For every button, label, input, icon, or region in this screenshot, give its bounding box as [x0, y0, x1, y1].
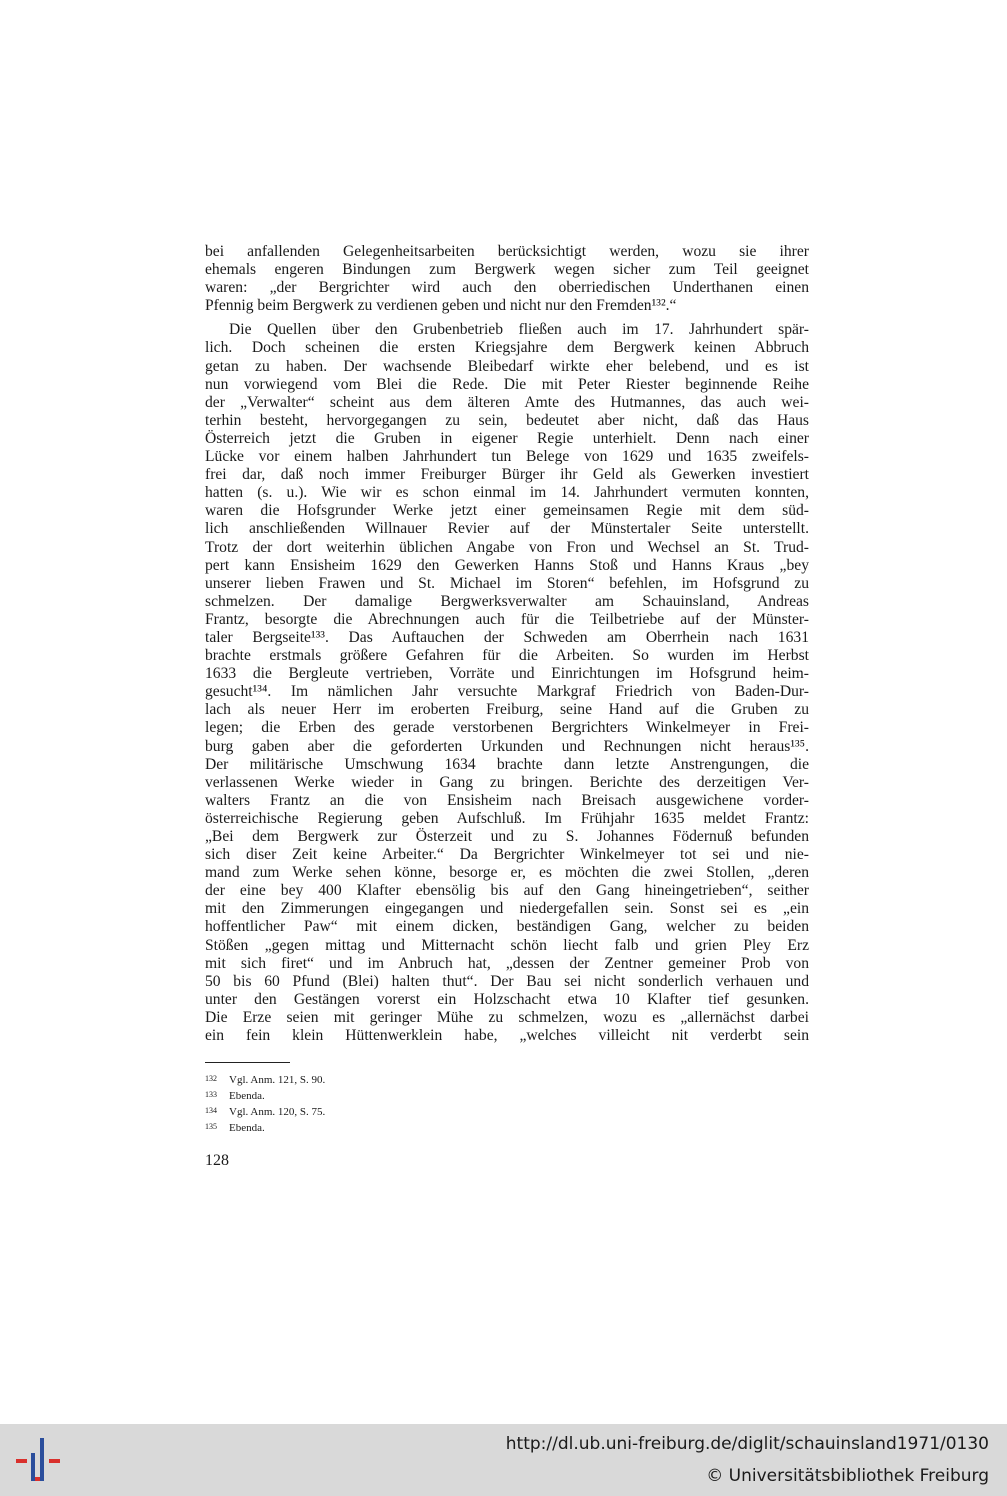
text-line: Lücke vor einem halben Jahrhundert tun Belege von 1629 und 1635 zweifels-	[205, 448, 809, 466]
text-line: „Bei dem Bergwerk zur Österzeit und zu S. Johannes Födernuß befunden	[205, 828, 809, 845]
text-line: mand zum Werke sehen könne, besorge er, es möchten die zwei Stollen, „deren	[205, 864, 809, 882]
text-line: Trotz der dort weiterhin üblichen Angabe von Fron und Wechsel an St. Trud-	[205, 538, 809, 556]
footnote-text: Ebenda.	[229, 1090, 265, 1102]
footer-bar	[0, 1424, 1007, 1496]
text-line: mit sich firet“ und im Anbruch hat, „dessen der Zentner gemeiner Prob von	[205, 954, 809, 972]
footnote-number: 132	[205, 1074, 217, 1083]
text-line: terhin besteht, hervorgegangen zu sein, bedeutet aber nicht, daß das Haus	[205, 411, 809, 429]
text-line: burg gaben aber die geforderten Urkunden und Rechnungen nicht heraus¹³⁵.	[205, 737, 809, 755]
text-line: der eine bey 400 Klafter ebensölig bis auf den Gang hineingetrieben“, seither	[205, 882, 809, 900]
footnote-text: Vgl. Anm. 120, S. 75.	[229, 1106, 326, 1118]
text-line: mit den Zimmerungen eingegangen und niedergefallen sein. Sonst sei es „ein	[205, 900, 809, 918]
text-line: unserer lieben Frawen und St. Michael im Storen“ befehlen, im Hofsgrund zu	[205, 574, 809, 592]
text-line: lach als neuer Herr im eroberten Freiburg, seine Hand auf die Gruben zu	[205, 701, 809, 719]
text-line: walters Frantz an die von Ensisheim nach Breisach ausgewichene vorder-	[205, 791, 809, 809]
text-line: Der militärische Umschwung 1634 brachte dann letzte Anstrengungen, die	[205, 755, 809, 773]
text-line: Stößen „gegen mittag und Mitternacht schön liecht falb und grien Pley Erz	[205, 936, 809, 954]
paragraph-1	[205, 243, 809, 315]
text-line: 50 bis 60 Pfund (Blei) halten thut“. Der Bau sei nicht sonderlich verhauen und	[205, 972, 809, 990]
footnotes	[205, 1072, 605, 1136]
text-line: 1633 die Bergleute vertrieben, Vorräte und Einrichtungen im Hofsgrund heim-	[205, 665, 809, 683]
footnote	[205, 1120, 605, 1136]
text-line: Frantz, besorgte die Abrechnungen auch für die Teilbetriebe auf der Münster-	[205, 610, 809, 628]
text-line: ein fein klein Hüttenwerklein habe, „welches villeicht nit verderbt sein	[205, 1027, 809, 1045]
text-line: verlassenen Werke wieder in Gang zu bringen. Berichte des derzeitigen Ver-	[205, 773, 809, 791]
page-number: 128	[205, 1152, 229, 1169]
text-line: österreichische Regierung geben Aufschluß. Im Frühjahr 1635 meldet Frantz:	[205, 809, 809, 827]
paragraph-2	[205, 321, 809, 1045]
text-line: legen; die Erben des gerade verstorbenen Bergrichters Winkelmeyer in Frei-	[205, 719, 809, 737]
footnote	[205, 1104, 605, 1120]
text-line: Die Erze seien mit geringer Mühe zu schmelzen, wozu es „allernächst darbei	[205, 1008, 809, 1026]
text-line: pert kann Ensisheim 1629 den Gewerken Hanns Stoß und Hanns Kraus „bey	[205, 556, 809, 574]
text-line: waren: „der Bergrichter wird auch den oberriedischen Underthanen einen	[205, 279, 809, 297]
footnote	[205, 1072, 605, 1088]
text-line: waren die Hofsgrunder Werke jetzt einer gemeinsamen Regie mit dem süd-	[205, 502, 809, 520]
text-line: der „Verwalter“ scheint aus dem älteren Amte des Hutmannes, das auch wei-	[205, 393, 809, 411]
body-text	[205, 243, 809, 1045]
text-line: frei dar, daß noch immer Freiburger Bürger ihr Geld als Gewerken investiert	[205, 466, 809, 484]
footnote-divider	[205, 1062, 290, 1063]
text-line: hoffentlicher Paw“ mit einem dicken, beständigen Gang, welcher zu beiden	[205, 918, 809, 936]
text-line: lich anschließenden Willnauer Revier auf der Münstertaler Seite unterstellt.	[205, 520, 809, 538]
text-line: Die Quellen über den Grubenbetrieb fließen auch im 17. Jahrhundert spär-	[229, 321, 809, 339]
text-line: nun vorwiegend vom Blei die Rede. Die mit Peter Riester beginnende Reihe	[205, 375, 809, 393]
text-line: sich diser Zeit keine Arbeiter.“ Da Bergrichter Winkelmeyer tot sei und nie-	[205, 846, 809, 864]
permalink-url[interactable]: http://dl.ub.uni-freiburg.de/diglit/schauinsland1971/0130	[505, 1434, 989, 1454]
text-line: lich. Doch scheinen die ersten Kriegsjahre dem Bergwerk keinen Abbruch	[205, 339, 809, 357]
text-line: hatten (s. u.). Wie wir es schon einmal im 14. Jahrhundert vermuten konnten,	[205, 484, 809, 502]
text-line: Pfennig beim Bergwerk zu verdienen geben und nicht nur den Fremden¹³².“	[205, 297, 677, 315]
text-line: schmelzen. Der damalige Bergwerksverwalter am Schauinsland, Andreas	[205, 592, 809, 610]
footnote-text: Ebenda.	[229, 1122, 265, 1134]
text-line: bei anfallenden Gelegenheitsarbeiten berücksichtigt werden, wozu sie ihrer	[205, 243, 809, 260]
footnote	[205, 1088, 605, 1104]
text-line: gesucht¹³⁴. Im nämlichen Jahr versuchte Markgraf Friedrich von Baden-Dur-	[205, 683, 809, 701]
footnote-number: 134	[205, 1106, 217, 1115]
library-logo-icon[interactable]	[10, 1436, 66, 1486]
footnote-text: Vgl. Anm. 121, S. 90.	[229, 1074, 326, 1086]
text-line: getan zu haben. Der wachsende Bleibedarf wirkte eher belebend, und es ist	[205, 357, 809, 375]
footnote-number: 135	[205, 1122, 217, 1131]
footnote-number: 133	[205, 1090, 217, 1099]
text-line: ehemals engeren Bindungen zum Bergwerk wegen sicher zum Teil geeignet	[205, 261, 809, 279]
text-line: unter den Gestängen vorerst ein Holzschacht etwa 10 Klafter tief gesunken.	[205, 990, 809, 1008]
text-line: Österreich jetzt die Gruben in eigener Regie unterhielt. Denn nach einer	[205, 429, 809, 447]
text-line: taler Bergseite¹³³. Das Auftauchen der Schweden am Oberrhein nach 1631	[205, 628, 809, 646]
copyright-notice: © Universitätsbibliothek Freiburg	[706, 1466, 989, 1486]
text-line: brachte erstmals größere Gefahren für die Arbeiten. So wurden im Herbst	[205, 647, 809, 665]
